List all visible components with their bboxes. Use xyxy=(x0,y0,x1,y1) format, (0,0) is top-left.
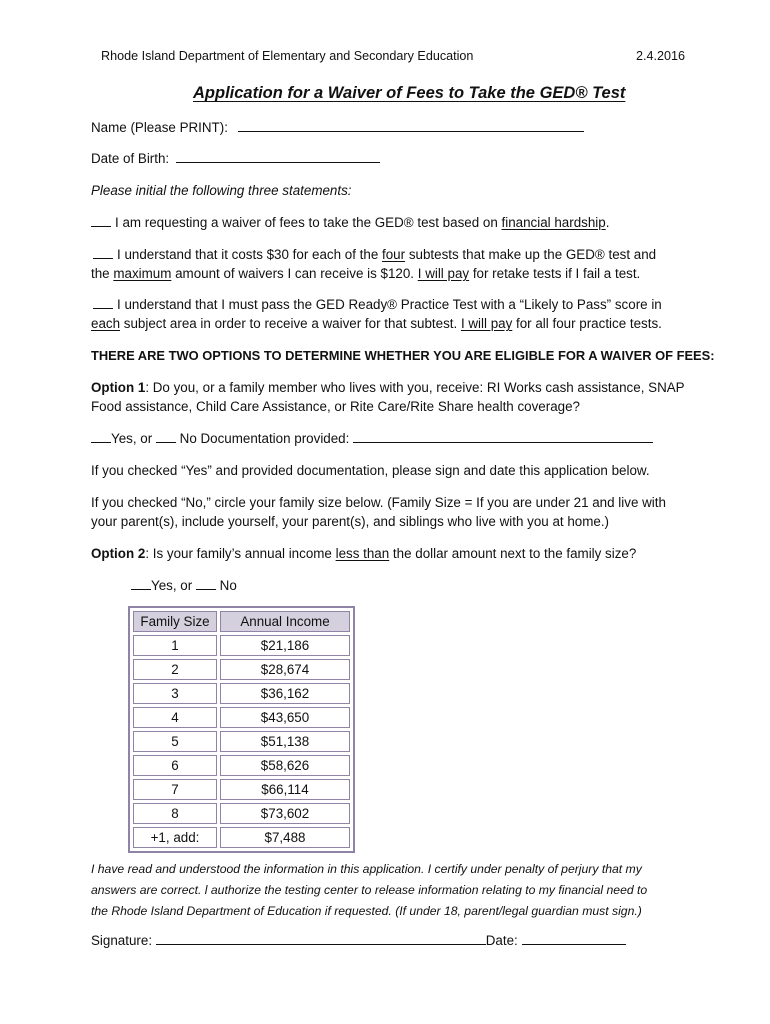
family-size-cell[interactable]: 2 xyxy=(133,659,217,680)
initial-instruction: Please initial the following three statements: xyxy=(91,183,352,198)
initial-field-3[interactable] xyxy=(93,295,113,309)
income-cell: $43,650 xyxy=(220,707,350,728)
option-1-line-1: Option 1: Do you, or a family member who lives with you, receive: RI Works cash assistance, SNAP xyxy=(91,380,685,395)
table-row xyxy=(133,779,350,800)
initial-field-1[interactable] xyxy=(91,213,111,227)
table-row xyxy=(133,707,350,728)
statement-1: I am requesting a waiver of fees to take the GED® test based on financial hardship. xyxy=(91,213,609,232)
statement-2-line-1: I understand that it costs $30 for each of the four subtests that make up the GED® test and xyxy=(91,245,656,264)
dob-label: Date of Birth: xyxy=(91,151,170,166)
option-1-no-instructions-1: If you checked “No,” circle your family size below. (Family Size = If you are under 21 and live with xyxy=(91,495,666,510)
name-label: Name (Please PRINT): xyxy=(91,120,228,135)
income-cell: $36,162 xyxy=(220,683,350,704)
statement-2-line-2: the maximum amount of waivers I can receive is $120. I will pay for retake tests if I fail a test. xyxy=(91,266,641,281)
family-size-cell[interactable]: 7 xyxy=(133,779,217,800)
income-cell: $73,602 xyxy=(220,803,350,824)
income-table xyxy=(128,606,355,853)
date-field[interactable] xyxy=(522,931,626,945)
statement-3-line-1: I understand that I must pass the GED Ready® Practice Test with a “Likely to Pass” score in xyxy=(91,295,662,314)
income-cell: $51,138 xyxy=(220,731,350,752)
statement-3-line-2: each subject area in order to receive a waiver for that subtest. I will pay for all four practice tests. xyxy=(91,316,662,331)
documentation-field[interactable] xyxy=(353,429,653,443)
dob-row xyxy=(91,149,380,168)
table-row xyxy=(133,635,350,656)
option-2-answer-row: Yes, or No xyxy=(131,576,237,595)
certification-text xyxy=(91,859,711,922)
certification-line-1: I have read and understood the information in this application. I certify under penalty of perjury that my xyxy=(91,862,642,876)
signature-label: Signature: xyxy=(91,933,156,948)
option-2-yes-blank[interactable] xyxy=(131,576,151,590)
table-header-row xyxy=(133,611,350,632)
option-2-label: Option 2 xyxy=(91,546,146,561)
family-size-cell[interactable]: 5 xyxy=(133,731,217,752)
income-cell: $21,186 xyxy=(220,635,350,656)
header-date: 2.4.2016 xyxy=(636,49,686,63)
income-cell: $66,114 xyxy=(220,779,350,800)
date-label: Date: xyxy=(485,933,522,948)
option-1-line-2: Food assistance, Child Care Assistance, or Rite Care/Rite Share health coverage? xyxy=(91,399,581,414)
option-2-question: Option 2: Is your family’s annual income less than the dollar amount next to the family size? xyxy=(91,546,637,561)
family-size-header: Family Size xyxy=(133,611,217,632)
family-size-cell[interactable]: 6 xyxy=(133,755,217,776)
family-size-cell[interactable]: +1, add: xyxy=(133,827,217,848)
option-1-no-instructions-2: your parent(s), include yourself, your parent(s), and siblings who live with you at home.) xyxy=(91,514,610,529)
family-size-cell[interactable]: 8 xyxy=(133,803,217,824)
options-heading: THERE ARE TWO OPTIONS TO DETERMINE WHETHER YOU ARE ELIGIBLE FOR A WAIVER OF FEES: xyxy=(91,348,715,363)
table-row xyxy=(133,755,350,776)
name-row xyxy=(91,118,584,137)
family-size-cell[interactable]: 3 xyxy=(133,683,217,704)
option-1-no-blank[interactable] xyxy=(156,429,176,443)
initial-field-2[interactable] xyxy=(93,245,113,259)
certification-line-2: answers are correct. l authorize the testing center to release information relating to my financial need to xyxy=(91,883,648,897)
income-cell: $58,626 xyxy=(220,755,350,776)
table-row xyxy=(133,731,350,752)
certification-line-3: the Rhode Island Department of Education if requested. (If under 18, parent/legal guardian must sign.) xyxy=(91,904,642,918)
table-row xyxy=(133,827,350,848)
name-field[interactable] xyxy=(238,118,584,132)
table-row xyxy=(133,659,350,680)
option-2-no-blank[interactable] xyxy=(196,576,216,590)
signature-row xyxy=(91,931,626,950)
option-1-yes-instructions: If you checked “Yes” and provided documentation, please sign and date this application below. xyxy=(91,463,650,478)
option-1-label: Option 1 xyxy=(91,380,146,395)
page-title: Application for a Waiver of Fees to Take the GED® Test xyxy=(193,84,626,102)
dob-field[interactable] xyxy=(176,149,380,163)
option-1-answer-row: Yes, or No Documentation provided: xyxy=(91,429,653,448)
department-header: Rhode Island Department of Elementary and Secondary Education xyxy=(101,49,474,63)
family-size-cell[interactable]: 4 xyxy=(133,707,217,728)
income-cell: $7,488 xyxy=(220,827,350,848)
table-row xyxy=(133,803,350,824)
income-cell: $28,674 xyxy=(220,659,350,680)
annual-income-header: Annual Income xyxy=(220,611,350,632)
family-size-cell[interactable]: 1 xyxy=(133,635,217,656)
table-row xyxy=(133,683,350,704)
option-1-yes-blank[interactable] xyxy=(91,429,111,443)
signature-field[interactable] xyxy=(156,931,486,945)
